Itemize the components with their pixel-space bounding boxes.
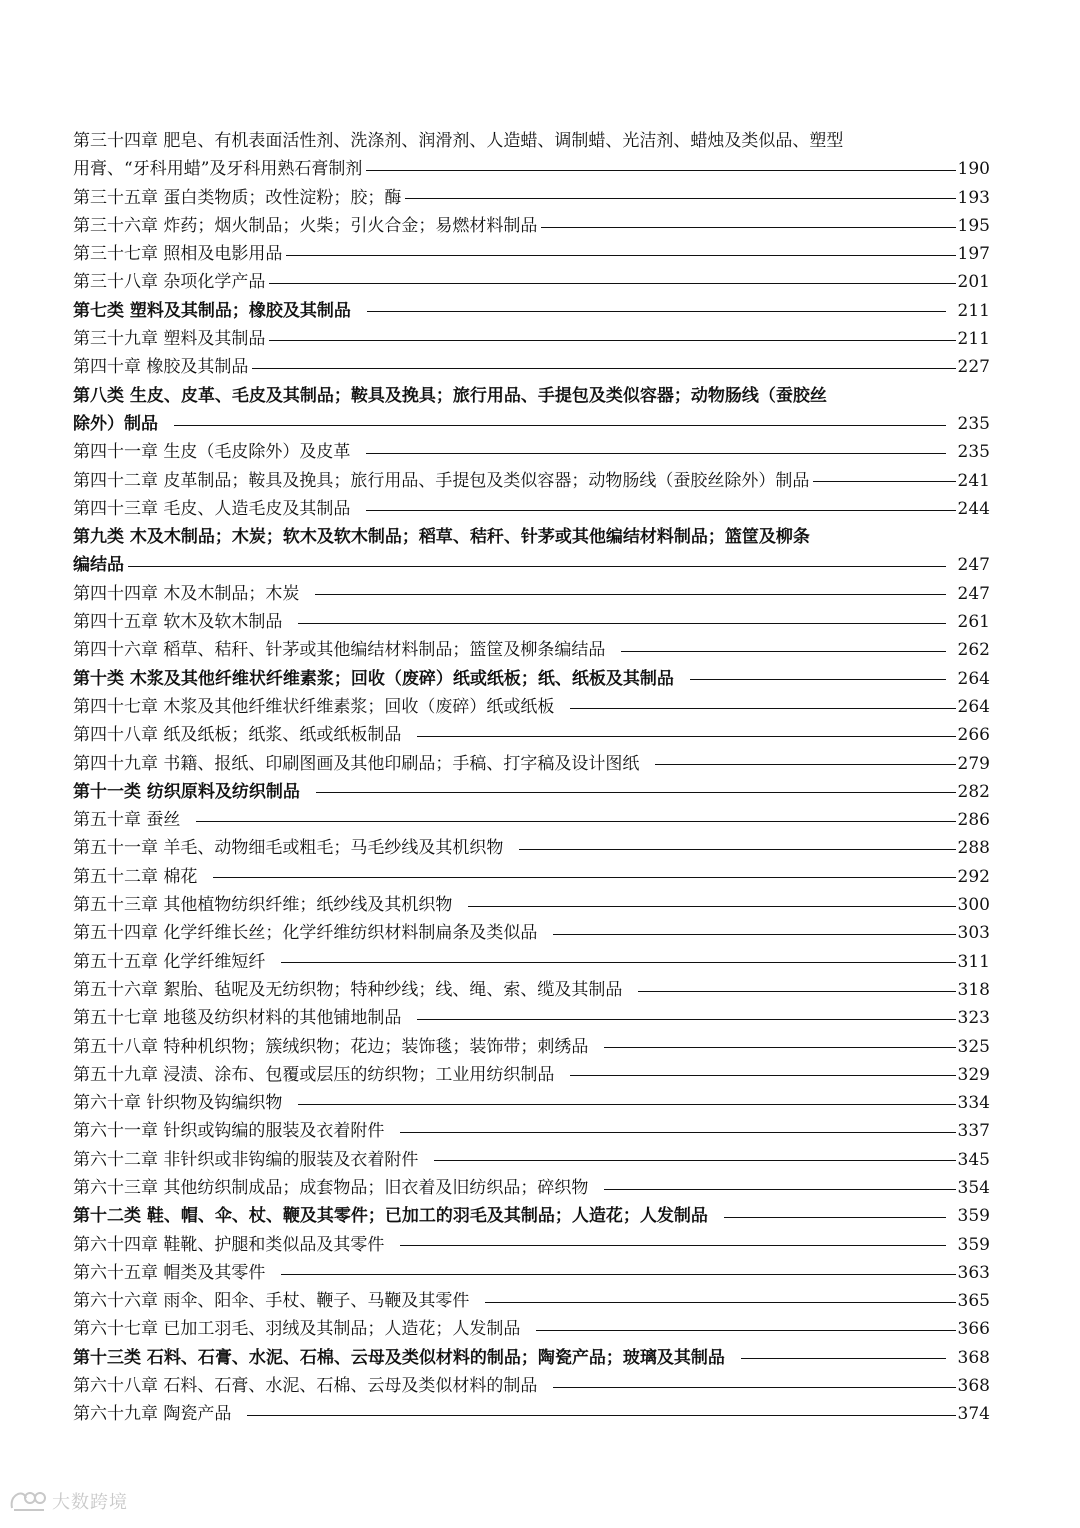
toc-page-number: 264 — [957, 668, 990, 689]
toc-leader-line — [405, 198, 955, 199]
toc-entry-title: 第四十三章 毛皮、人造毛皮及其制品 — [73, 498, 351, 519]
toc-chapter-entry[interactable] — [73, 155, 990, 183]
toc-entry-title: 第四十九章 书籍、报纸、印刷图画及其他印刷品；手稿、打字稿及设计图纸 — [73, 753, 640, 774]
toc-leader-line — [655, 764, 955, 765]
toc-leader-line — [366, 453, 945, 454]
toc-chapter-entry[interactable] — [73, 438, 990, 466]
toc-class-entry[interactable] — [73, 297, 990, 325]
toc-chapter-entry[interactable] — [73, 891, 990, 919]
toc-leader-line — [400, 1245, 945, 1246]
watermark-logo-icon — [8, 1488, 48, 1514]
watermark — [8, 1488, 128, 1514]
toc-page-number: 368 — [957, 1376, 990, 1397]
toc-page-number: 374 — [957, 1404, 990, 1425]
toc-page-number: 197 — [957, 244, 990, 265]
toc-page-number: 201 — [957, 272, 990, 293]
toc-entry-wrapped-line: 第三十四章 肥皂、有机表面活性剂、洗涤剂、润滑剂、人造蜡、调制蜡、光洁剂、蜡烛及类似品、塑型 — [73, 131, 844, 151]
toc-page-number: 261 — [957, 612, 990, 633]
toc-entry-title: 第三十八章 杂项化学产品 — [73, 272, 266, 293]
toc-chapter-entry[interactable] — [73, 212, 990, 240]
watermark-text: 大数跨境 — [52, 1492, 128, 1513]
toc-entry-title: 编结品 — [73, 555, 124, 576]
toc-leader-line — [621, 651, 945, 652]
toc-leader-line — [281, 962, 955, 963]
toc-entry-title: 第四十章 橡胶及其制品 — [73, 357, 249, 378]
toc-chapter-entry[interactable] — [73, 580, 990, 608]
toc-entry-title: 第四十七章 木浆及其他纤维状纤维素浆；回收（废碎）纸或纸板 — [73, 696, 555, 717]
toc-page-number: 227 — [957, 357, 990, 378]
toc-leader-line — [281, 1274, 955, 1275]
toc-entry-title: 第三十六章 炸药；烟火制品；火柴；引火合金；易燃材料制品 — [73, 215, 538, 236]
toc-entry-title: 第十一类 纺织原料及纺织制品 — [73, 781, 300, 802]
toc-page-number: 211 — [957, 300, 990, 321]
toc-leader-line — [269, 283, 955, 284]
toc-entry-title: 第三十九章 塑料及其制品 — [73, 329, 266, 350]
toc-page-number: 363 — [957, 1262, 990, 1283]
toc-leader-line — [741, 1358, 946, 1359]
toc-leader-line — [286, 255, 955, 256]
toc-entry-title: 第五十六章 絮胎、毡呢及无纺织物；特种纱线；线、绳、索、缆及其制品 — [73, 979, 623, 1000]
toc-entry-title: 第五十四章 化学纤维长丝；化学纤维纺织材料制扁条及类似品 — [73, 923, 538, 944]
toc-page-number: 262 — [957, 640, 990, 661]
toc-chapter-entry[interactable] — [73, 1089, 990, 1117]
toc-leader-line — [813, 481, 955, 482]
toc-leader-line — [252, 368, 955, 369]
toc-page-number: 366 — [957, 1319, 990, 1340]
toc-chapter-entry[interactable] — [73, 1372, 990, 1400]
toc-page-number: 286 — [957, 810, 990, 831]
toc-entry-title: 除外）制品 — [73, 413, 158, 434]
toc-entry-title: 第十类 木浆及其他纤维状纤维素浆；回收（废碎）纸或纸板；纸、纸板及其制品 — [73, 668, 674, 689]
toc-entry-title: 第六十章 针织物及钩编织物 — [73, 1093, 283, 1114]
toc-entry-title: 用膏、“牙科用蜡”及牙科用熟石膏制剂 — [73, 159, 363, 180]
toc-leader-line — [128, 566, 946, 567]
toc-entry-title: 第六十七章 已加工羽毛、羽绒及其制品；人造花；人发制品 — [73, 1319, 521, 1340]
toc-leader-line — [417, 1019, 955, 1020]
toc-entry-title: 第三十五章 蛋白类物质；改性淀粉；胶；酶 — [73, 187, 402, 208]
toc-page-number: 244 — [957, 498, 990, 519]
toc-chapter-entry[interactable] — [73, 721, 990, 749]
toc-leader-line — [468, 906, 955, 907]
toc-chapter-entry[interactable] — [73, 693, 990, 721]
toc-leader-line — [724, 1217, 946, 1218]
toc-leader-line — [485, 1302, 955, 1303]
toc-page-number: 235 — [957, 442, 990, 463]
toc-entry-title: 第六十八章 石料、石膏、水泥、石棉、云母及类似材料的制品 — [73, 1376, 538, 1397]
toc-page-number: 190 — [957, 159, 990, 180]
toc-chapter-entry[interactable] — [73, 1117, 990, 1145]
toc-entry-title: 第十三类 石料、石膏、水泥、石棉、云母及类似材料的制品；陶瓷产品；玻璃及其制品 — [73, 1347, 725, 1368]
toc-entry-title: 第六十四章 鞋靴、护腿和类似品及其零件 — [73, 1234, 385, 1255]
toc-entry-title: 第六十五章 帽类及其零件 — [73, 1262, 266, 1283]
toc-page-number: 359 — [957, 1206, 990, 1227]
toc-entry-title: 第六十六章 雨伞、阳伞、手杖、鞭子、马鞭及其零件 — [73, 1291, 470, 1312]
toc-chapter-entry[interactable] — [73, 1146, 990, 1174]
toc-chapter-entry[interactable] — [73, 750, 990, 778]
toc-chapter-entry[interactable] — [73, 1400, 990, 1428]
toc-leader-line — [298, 1104, 955, 1105]
toc-page-number: 323 — [957, 1008, 990, 1029]
toc-entry-title: 第十二类 鞋、帽、伞、杖、鞭及其零件；已加工的羽毛及其制品；人造花；人发制品 — [73, 1206, 708, 1227]
toc-entry-title: 第五十三章 其他植物纺织纤维；纸纱线及其机织物 — [73, 895, 453, 916]
toc-page-number: 325 — [957, 1036, 990, 1057]
toc-entry-wrapped-line: 第八类 生皮、皮革、毛皮及其制品；鞍具及挽具；旅行用品、手提包及类似容器；动物肠线（蚕胶丝 — [73, 385, 827, 406]
toc-entry-title: 第四十六章 稻草、秸秆、针茅或其他编结材料制品；篮筐及柳条编结品 — [73, 640, 606, 661]
toc-page-number: 303 — [957, 923, 990, 944]
toc-chapter-entry[interactable] — [73, 1231, 990, 1259]
toc-page-number: 365 — [957, 1291, 990, 1312]
toc-entry-title: 第六十九章 陶瓷产品 — [73, 1404, 232, 1425]
toc-page-number: 247 — [957, 555, 990, 576]
toc-chapter-entry[interactable] — [73, 919, 990, 947]
toc-leader-line — [553, 1387, 955, 1388]
toc-chapter-entry[interactable] — [73, 353, 990, 381]
toc-leader-line — [536, 1330, 955, 1331]
toc-leader-line — [315, 594, 945, 595]
toc-leader-line — [400, 1132, 955, 1133]
toc-entry-title: 第五十二章 棉花 — [73, 866, 198, 887]
toc-leader-line — [417, 736, 955, 737]
toc-leader-line — [213, 877, 955, 878]
toc-page-number: 241 — [957, 470, 990, 491]
toc-leader-line — [541, 227, 955, 228]
toc-chapter-entry[interactable] — [73, 1174, 990, 1202]
toc-page-number: 266 — [957, 725, 990, 746]
toc-leader-line — [367, 311, 946, 312]
toc-leader-line — [638, 991, 955, 992]
toc-entry-title: 第四十二章 皮革制品；鞍具及挽具；旅行用品、手提包及类似容器；动物肠线（蚕胶丝除外）制品 — [73, 470, 810, 491]
toc-chapter-entry[interactable] — [73, 184, 990, 212]
toc-page-number: 334 — [957, 1093, 990, 1114]
toc-class-entry[interactable] — [73, 410, 990, 438]
toc-chapter-entry[interactable] — [73, 268, 990, 296]
toc-entry-title: 第四十一章 生皮（毛皮除外）及皮革 — [73, 442, 351, 463]
toc-chapter-entry[interactable] — [73, 1004, 990, 1032]
toc-entry-title: 第六十一章 针织或钩编的服装及衣着附件 — [73, 1121, 385, 1142]
toc-entry-title: 第四十八章 纸及纸板；纸浆、纸或纸板制品 — [73, 725, 402, 746]
toc-chapter-entry[interactable] — [73, 948, 990, 976]
toc-page-number: 288 — [957, 838, 990, 859]
toc-chapter-entry[interactable] — [73, 240, 990, 268]
toc-page-number: 300 — [957, 895, 990, 916]
toc-entry-title: 第五十五章 化学纤维短纤 — [73, 951, 266, 972]
toc-class-entry[interactable] — [73, 665, 990, 693]
toc-leader-line — [553, 934, 955, 935]
toc-page-number: 345 — [957, 1149, 990, 1170]
toc-page-number: 337 — [957, 1121, 990, 1142]
toc-entry-title: 第五十一章 羊毛、动物细毛或粗毛；马毛纱线及其机织物 — [73, 838, 504, 859]
toc-chapter-entry[interactable] — [73, 1315, 990, 1343]
toc-entry-title: 第七类 塑料及其制品；橡胶及其制品 — [73, 300, 351, 321]
toc-leader-line — [247, 1415, 955, 1416]
toc-page-number: 235 — [957, 413, 990, 434]
toc-chapter-entry[interactable] — [73, 806, 990, 834]
toc-page-number: 354 — [957, 1177, 990, 1198]
toc-chapter-entry[interactable] — [73, 834, 990, 862]
toc-entry-title: 第四十四章 木及木制品；木炭 — [73, 583, 300, 604]
toc-chapter-entry[interactable] — [73, 495, 990, 523]
table-of-contents — [73, 127, 990, 1429]
toc-entry-title: 第六十二章 非针织或非钩编的服装及衣着附件 — [73, 1149, 419, 1170]
toc-page-number: 211 — [957, 329, 990, 350]
toc-leader-line — [174, 425, 946, 426]
toc-leader-line — [604, 1047, 955, 1048]
toc-page-number: 368 — [957, 1347, 990, 1368]
toc-entry-title: 第五十章 蚕丝 — [73, 810, 181, 831]
toc-page-number: 329 — [957, 1064, 990, 1085]
toc-chapter-entry[interactable] — [73, 1287, 990, 1315]
toc-leader-line — [366, 170, 955, 171]
toc-page-number: 264 — [957, 696, 990, 717]
toc-class-entry[interactable] — [73, 778, 990, 806]
toc-leader-line — [570, 708, 955, 709]
toc-page-number: 247 — [957, 583, 990, 604]
toc-leader-line — [366, 510, 955, 511]
toc-entry-title: 第五十七章 地毯及纺织材料的其他铺地制品 — [73, 1008, 402, 1029]
toc-page-number: 318 — [957, 979, 990, 1000]
toc-chapter-entry[interactable] — [73, 863, 990, 891]
toc-page-number: 359 — [957, 1234, 990, 1255]
toc-leader-line — [570, 1075, 955, 1076]
toc-chapter-entry[interactable] — [73, 976, 990, 1004]
toc-page-number: 195 — [957, 215, 990, 236]
toc-chapter-entry[interactable] — [73, 325, 990, 353]
toc-class-entry[interactable] — [73, 551, 990, 579]
toc-chapter-entry[interactable] — [73, 467, 990, 495]
toc-chapter-entry[interactable] — [73, 1259, 990, 1287]
toc-entry-title: 第三十七章 照相及电影用品 — [73, 244, 283, 265]
toc-leader-line — [298, 623, 945, 624]
toc-leader-line — [434, 1160, 955, 1161]
toc-page-number: 282 — [957, 781, 990, 802]
toc-chapter-entry[interactable] — [73, 1061, 990, 1089]
toc-page-number: 279 — [957, 753, 990, 774]
toc-entry-title: 第四十五章 软木及软木制品 — [73, 612, 283, 633]
toc-page-number: 311 — [957, 951, 990, 972]
toc-page-number: 292 — [957, 866, 990, 887]
toc-class-entry[interactable] — [73, 1344, 990, 1372]
toc-entry-title: 第六十三章 其他纺织制成品；成套物品；旧衣着及旧纺织品；碎织物 — [73, 1177, 589, 1198]
toc-chapter-entry[interactable] — [73, 1033, 990, 1061]
toc-leader-line — [690, 679, 946, 680]
toc-entry-title: 第五十九章 浸渍、涂布、包覆或层压的纺织物；工业用纺织制品 — [73, 1064, 555, 1085]
toc-entry-wrapped-line: 第九类 木及木制品；木炭；软木及软木制品；稻草、秸秆、针茅或其他编结材料制品；篮筐及柳条 — [73, 527, 810, 548]
toc-class-entry[interactable] — [73, 1202, 990, 1230]
toc-leader-line — [316, 792, 956, 793]
toc-leader-line — [269, 340, 955, 341]
toc-chapter-entry[interactable] — [73, 636, 990, 664]
toc-page-number: 193 — [957, 187, 990, 208]
toc-leader-line — [519, 849, 955, 850]
toc-leader-line — [604, 1189, 955, 1190]
toc-entry-title: 第五十八章 特种机织物；簇绒织物；花边；装饰毯；装饰带；刺绣品 — [73, 1036, 589, 1057]
toc-chapter-entry[interactable] — [73, 608, 990, 636]
toc-leader-line — [196, 821, 955, 822]
